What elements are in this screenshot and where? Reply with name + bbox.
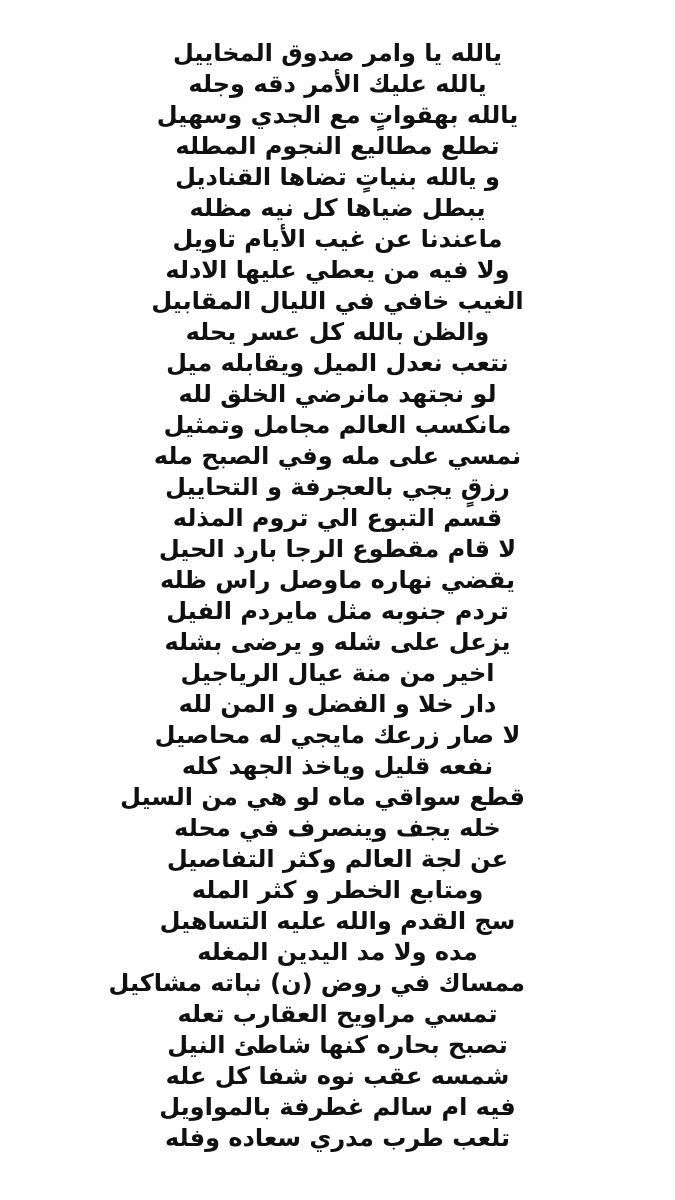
poem-text — [108, 38, 525, 1154]
verse-line-11: نتعب نعدل الميل ويقابله ميل — [166, 349, 509, 377]
verse-line-7: ماعندنا عن غيب الأيام تاويل — [172, 225, 503, 253]
verse-line-20: يزعل على شله و يرضى بشله — [164, 628, 511, 656]
verse-line-4: تطلع مطاليع النجوم المطله — [175, 132, 500, 160]
verse-line-31: ممساك في روض (ن) نباته مشاكيل — [108, 969, 525, 997]
verse-line-35: فيه ام سالم غطرفة بالمواويل — [159, 1093, 516, 1121]
verse-line-5: و يالله بنياتٍ تضاها القناديل — [175, 163, 500, 191]
verse-line-22: دار خلا و الفضل و المن لله — [178, 690, 497, 718]
verse-line-36: تلعب طرب مدري سعاده وفله — [165, 1124, 510, 1152]
verse-line-12: لو نجتهد مانرضي الخلق لله — [178, 380, 497, 408]
verse-line-32: تمسي مراويح العقارب تعله — [177, 1000, 498, 1028]
verse-line-3: يالله بهقواتٍ مع الجدي وسهيل — [156, 101, 519, 129]
verse-line-27: عن لجة العالم وكثر التفاصيل — [166, 845, 509, 873]
verse-line-23: لا صار زرعك مايجي له محاصيل — [154, 721, 521, 749]
verse-line-16: قسم التبوع الي تروم المذله — [172, 504, 503, 532]
verse-line-2: يالله عليك الأمر دقه وجله — [188, 70, 487, 98]
verse-line-18: يقضي نهاره ماوصل راس ظله — [159, 566, 515, 594]
verse-line-1: يالله يا وامر صدوق المخاييل — [172, 39, 503, 67]
verse-line-10: والظن بالله كل عسر يحله — [185, 318, 490, 346]
verse-line-9: الغيب خافي في الليال المقابيل — [151, 287, 524, 315]
verse-line-14: نمسي على مله وفي الصبح مله — [153, 442, 522, 470]
verse-line-17: لا قام مقطوع الرجا بارد الحيل — [158, 535, 517, 563]
verse-line-8: ولا فيه من يعطي عليها الادله — [165, 256, 510, 284]
verse-line-24: نفعه قليل وياخذ الجهد كله — [181, 752, 494, 780]
verse-line-34: شمسه عقب نوه شفا كل عله — [165, 1062, 510, 1090]
verse-line-19: تردم جنوبه مثل مايردم الفيل — [166, 597, 509, 625]
verse-line-26: خله يجف وينصرف في محله — [174, 814, 501, 842]
verse-line-30: مده ولا مد اليدين المغله — [197, 938, 478, 966]
verse-line-6: يبطل ضياها كل نيه مظله — [189, 194, 486, 222]
verse-line-29: سج القدم والله عليه التساهيل — [159, 907, 516, 935]
verse-line-15: رزقٍ يجي بالعجرفة و التحاييل — [165, 473, 510, 501]
verse-line-28: ومتابع الخطر و كثر المله — [191, 876, 484, 904]
verse-line-21: اخير من منة عيال الرياجيل — [180, 659, 495, 687]
verse-line-25: قطع سواقي ماه لو هي من السيل — [120, 783, 525, 811]
verse-line-13: مانكسب العالم مجامل وتمثيل — [163, 411, 512, 439]
verse-line-33: تصبح بحاره كنها شاطئ النيل — [167, 1031, 508, 1059]
